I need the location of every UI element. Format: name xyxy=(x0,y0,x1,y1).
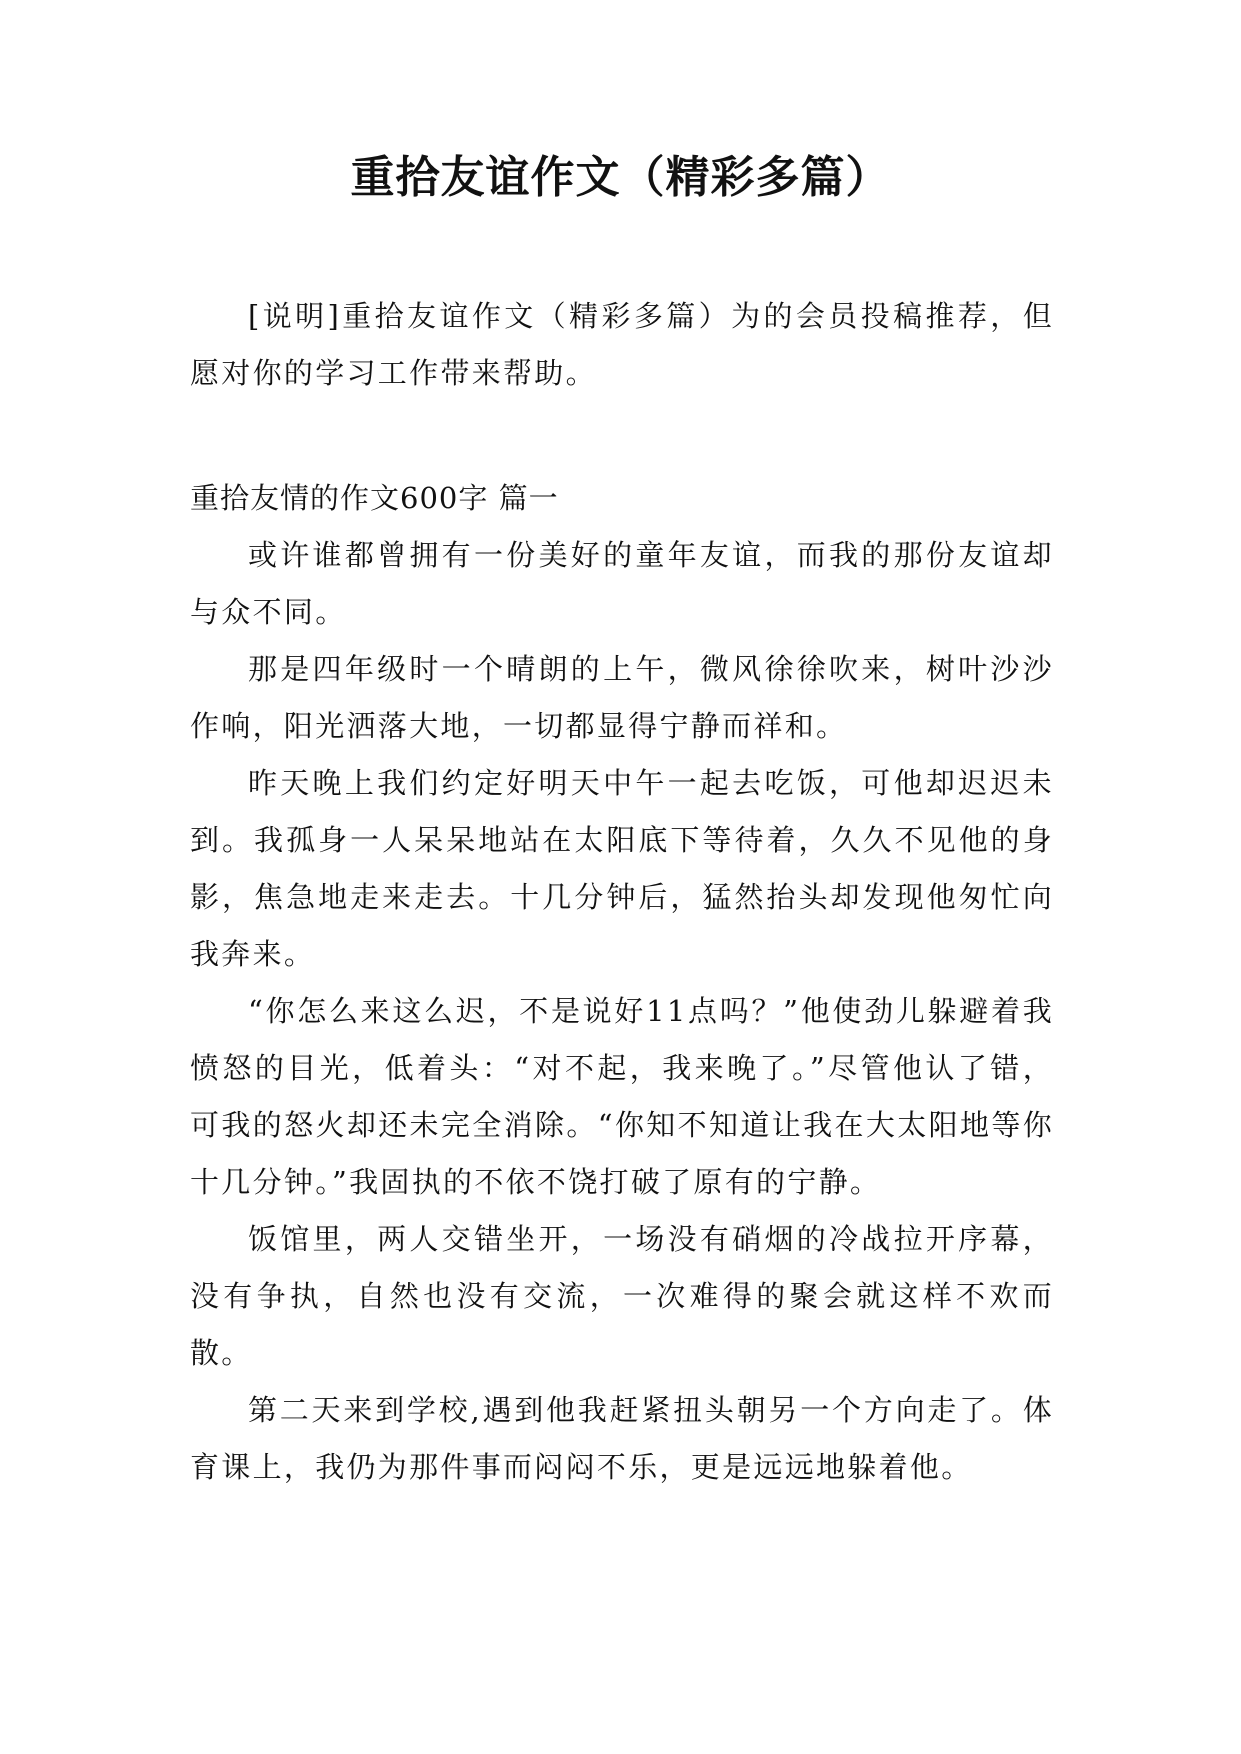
document-body xyxy=(190,288,1054,1496)
paragraph: 昨天晚上我们约定好明天中午一起去吃饭，可他却迟迟未到。我孤身一人呆呆地站在太阳底下等待着，久久不见他的身影，焦急地走来走去。十几分钟后，猛然抬头却发现他匆忙向我奔来。 xyxy=(190,766,1054,971)
section-heading: 重拾友情的作文600字 篇一 xyxy=(190,481,559,515)
document-title: 重拾友谊作文（精彩多篇） xyxy=(350,152,891,203)
paragraph: 那是四年级时一个晴朗的上午，微风徐徐吹来，树叶沙沙作响，阳光洒落大地，一切都显得宁静而祥和。 xyxy=(190,652,1054,743)
paragraph: “你怎么来这么迟，不是说好11点吗？”他使劲儿躲避着我愤怒的目光，低着头：“对不起，我来晚了。”尽管他认了错，可我的怒火却还未完全消除。“你知不知道让我在大太阳地等你十几分钟。”我固执的不依不饶打破了原有的宁静。 xyxy=(190,994,1054,1199)
document-note: [说明]重拾友谊作文（精彩多篇）为的会员投稿推荐，但愿对你的学习工作带来帮助。 xyxy=(190,299,1054,390)
paragraph: 饭馆里，两人交错坐开，一场没有硝烟的冷战拉开序幕，没有争执，自然也没有交流，一次难得的聚会就这样不欢而散。 xyxy=(190,1222,1054,1370)
paragraph: 或许谁都曾拥有一份美好的童年友谊，而我的那份友谊却与众不同。 xyxy=(190,538,1054,629)
paragraph: 第二天来到学校,遇到他我赶紧扭头朝另一个方向走了。体育课上，我仍为那件事而闷闷不乐，更是远远地躲着他。 xyxy=(190,1393,1054,1484)
